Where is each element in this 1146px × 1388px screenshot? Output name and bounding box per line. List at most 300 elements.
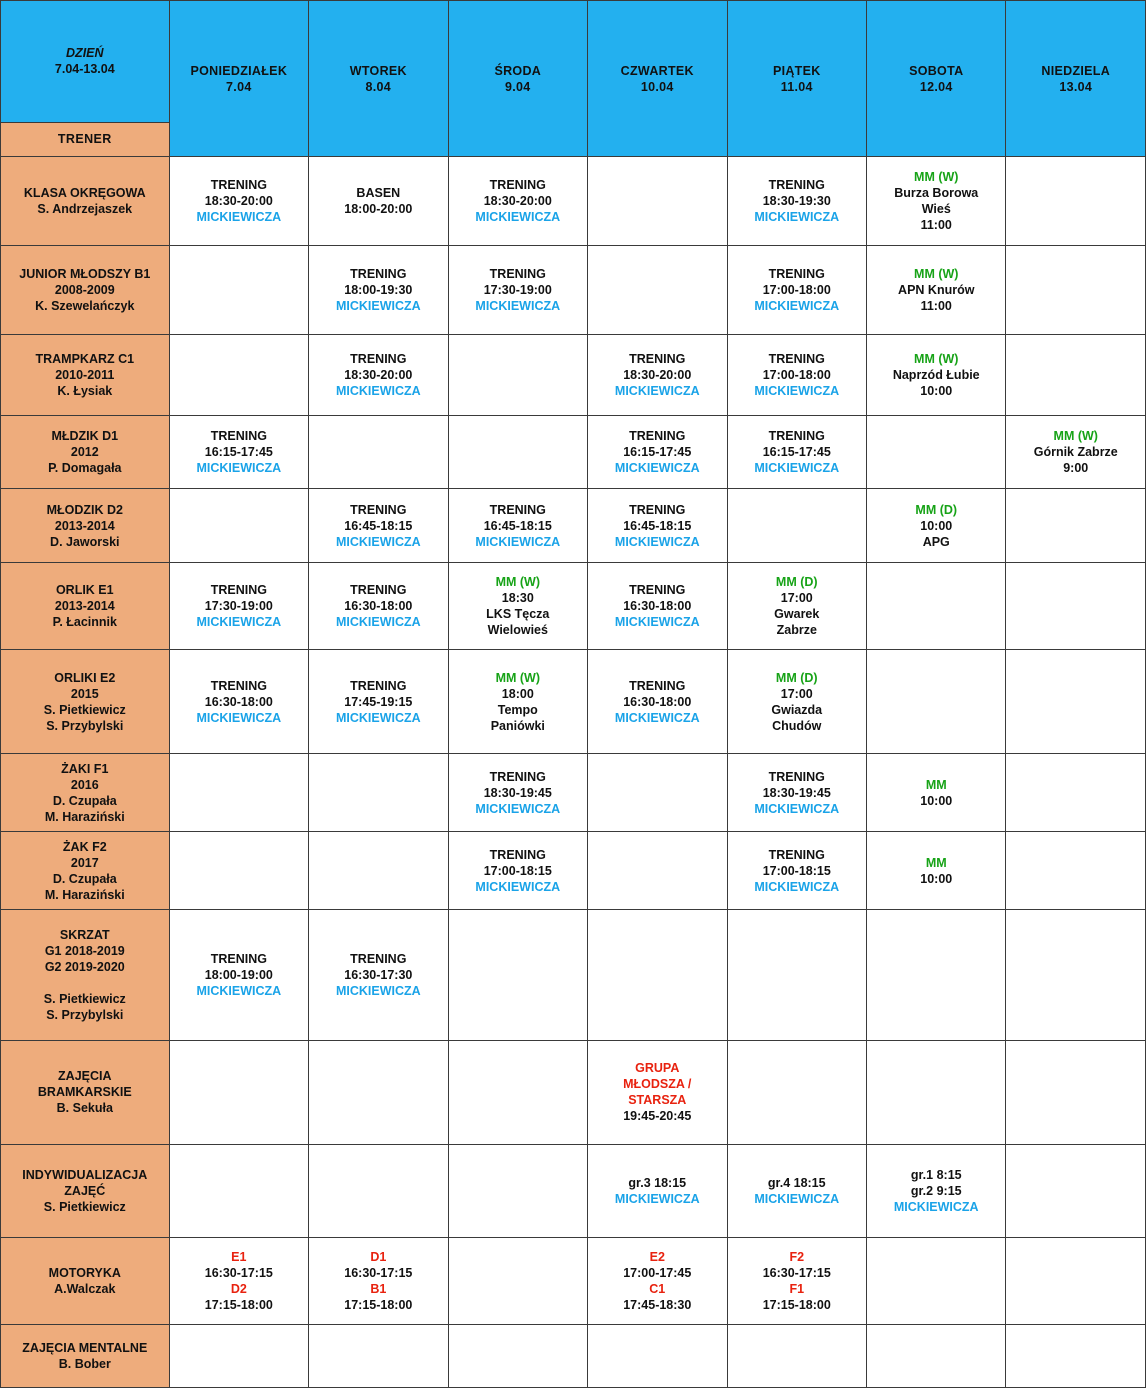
cell-line: 11:00 xyxy=(920,299,952,314)
team-line: K. Szewelańczyk xyxy=(35,299,135,314)
cell-line: GRUPA xyxy=(635,1061,680,1076)
schedule-cell[interactable] xyxy=(448,910,587,1040)
schedule-cell[interactable] xyxy=(727,910,866,1040)
team-line: MOTORYKA xyxy=(48,1266,121,1281)
team-line: 2015 xyxy=(70,686,99,701)
schedule-cell[interactable] xyxy=(867,832,1006,910)
schedule-cell[interactable] xyxy=(169,157,308,246)
cell-line: TRENING xyxy=(489,769,546,784)
header-trener-label: TRENER xyxy=(1,122,170,157)
cell-line: TRENING xyxy=(350,351,407,366)
schedule-cell[interactable] xyxy=(169,489,308,563)
team-line: ŻAK F2 xyxy=(62,839,107,854)
cell-line: MICKIEWICZA xyxy=(335,383,421,398)
header-day-6 xyxy=(867,1,1006,157)
schedule-cell[interactable] xyxy=(448,754,587,832)
schedule-cell[interactable] xyxy=(727,157,866,246)
team-cell xyxy=(1,563,170,650)
schedule-cell[interactable] xyxy=(309,832,448,910)
schedule-cell[interactable] xyxy=(727,335,866,415)
cell-line: 16:30-17:15 xyxy=(344,1266,413,1281)
cell-line: MICKIEWICZA xyxy=(335,299,421,314)
schedule-cell[interactable] xyxy=(588,1144,727,1237)
cell-line: TRENING xyxy=(210,178,267,193)
team-line: B. Bober xyxy=(58,1356,111,1371)
schedule-cell[interactable] xyxy=(867,1040,1006,1144)
team-line: G1 2018-2019 xyxy=(44,944,125,959)
team-line: TRAMPKARZ C1 xyxy=(35,351,135,366)
team-cell xyxy=(1,246,170,335)
cell-line: TRENING xyxy=(350,502,407,517)
cell-line: 17:00-17:45 xyxy=(623,1266,692,1281)
cell-line: 17:15-18:00 xyxy=(204,1298,273,1313)
schedule-cell[interactable] xyxy=(588,1040,727,1144)
cell-line: 16:45-18:15 xyxy=(483,518,552,533)
cell-line: MICKIEWICZA xyxy=(335,710,421,725)
cell-line: TRENING xyxy=(210,678,267,693)
schedule-cell[interactable] xyxy=(1006,489,1146,563)
cell-line: 17:30-19:00 xyxy=(204,599,273,614)
schedule-cell[interactable] xyxy=(448,649,587,753)
team-cell xyxy=(1,649,170,753)
cell-line: MM xyxy=(925,777,947,792)
schedule-cell[interactable] xyxy=(448,415,587,489)
team-line: 2017 xyxy=(70,855,99,870)
schedule-cell[interactable] xyxy=(588,157,727,246)
schedule-cell[interactable] xyxy=(1006,832,1146,910)
schedule-cell[interactable] xyxy=(309,1324,448,1387)
team-cell xyxy=(1,335,170,415)
cell-line: MICKIEWICZA xyxy=(335,984,421,999)
schedule-cell[interactable] xyxy=(448,157,587,246)
cell-line: 11:00 xyxy=(920,218,952,233)
schedule-cell[interactable] xyxy=(169,1238,308,1325)
team-line: 2013-2014 xyxy=(54,599,115,614)
cell-line: MICKIEWICZA xyxy=(335,534,421,549)
cell-line: TRENING xyxy=(489,178,546,193)
cell-line: 18:30-20:00 xyxy=(344,367,413,382)
cell-line: gr.2 9:15 xyxy=(910,1183,962,1198)
team-line: ZAJĘCIA xyxy=(58,1069,112,1084)
team-cell xyxy=(1,1324,170,1387)
schedule-cell[interactable] xyxy=(727,649,866,753)
cell-line: TRENING xyxy=(768,267,825,282)
cell-line: MICKIEWICZA xyxy=(614,615,700,630)
cell-line: MICKIEWICZA xyxy=(614,710,700,725)
cell-line: 17:00 xyxy=(780,591,813,606)
cell-line: MICKIEWICZA xyxy=(614,534,700,549)
schedule-cell[interactable] xyxy=(1006,157,1146,246)
cell-line: MM (W) xyxy=(914,170,959,185)
cell-line: TRENING xyxy=(489,502,546,517)
schedule-cell[interactable] xyxy=(309,910,448,1040)
team-line: 2013-2014 xyxy=(54,518,115,533)
schedule-cell[interactable] xyxy=(169,754,308,832)
table-row xyxy=(1,1144,1146,1237)
cell-line: Tempo xyxy=(497,702,538,717)
cell-line: MICKIEWICZA xyxy=(196,615,282,630)
cell-line: MM xyxy=(925,855,947,870)
cell-line: Górnik Zabrze xyxy=(1033,444,1118,459)
header-row-days xyxy=(1,1,1146,123)
team-cell xyxy=(1,832,170,910)
header-day-date: 12.04 xyxy=(919,79,953,94)
schedule-cell[interactable] xyxy=(588,910,727,1040)
cell-line: 17:00-18:00 xyxy=(762,367,831,382)
cell-line: F2 xyxy=(789,1250,805,1265)
schedule-cell[interactable] xyxy=(867,754,1006,832)
table-row xyxy=(1,489,1146,563)
cell-line: TRENING xyxy=(210,428,267,443)
cell-line: 16:15-17:45 xyxy=(623,444,692,459)
schedule-cell[interactable] xyxy=(1006,910,1146,1040)
cell-line: MM (W) xyxy=(914,351,959,366)
cell-line: TRENING xyxy=(629,351,686,366)
schedule-cell[interactable] xyxy=(309,246,448,335)
cell-line: 18:30-19:45 xyxy=(483,785,552,800)
cell-line: D2 xyxy=(230,1282,247,1297)
table-row xyxy=(1,1324,1146,1387)
cell-line: TRENING xyxy=(768,351,825,366)
header-day-name: PONIEDZIAŁEK xyxy=(190,63,288,78)
cell-line: MICKIEWICZA xyxy=(754,460,840,475)
team-line: A.Walczak xyxy=(54,1282,116,1297)
header-day-date: 13.04 xyxy=(1059,79,1093,94)
team-cell xyxy=(1,1144,170,1237)
cell-line: MICKIEWICZA xyxy=(196,710,282,725)
cell-line: 10:00 xyxy=(920,518,953,533)
header-day-date: 8.04 xyxy=(365,79,392,94)
schedule-cell[interactable] xyxy=(588,489,727,563)
cell-line: BASEN xyxy=(356,186,401,201)
cell-line: MM (W) xyxy=(495,670,540,685)
cell-line: APN Knurów xyxy=(898,283,975,298)
header-dzien-range: 7.04-13.04 xyxy=(54,62,115,77)
cell-line: TRENING xyxy=(768,769,825,784)
cell-line: 18:30-20:00 xyxy=(483,194,552,209)
schedule-cell[interactable] xyxy=(169,563,308,650)
header-day-5 xyxy=(727,1,866,157)
schedule-cell[interactable] xyxy=(588,563,727,650)
team-line: M. Haraziński xyxy=(44,887,125,902)
cell-line: 16:30-17:15 xyxy=(204,1266,273,1281)
cell-line: Naprzód Łubie xyxy=(892,367,980,382)
cell-line: D1 xyxy=(370,1250,387,1265)
team-cell xyxy=(1,489,170,563)
cell-line: E2 xyxy=(649,1250,665,1265)
cell-line: 16:15-17:45 xyxy=(762,444,831,459)
schedule-cell[interactable] xyxy=(169,1040,308,1144)
schedule-cell[interactable] xyxy=(1006,415,1146,489)
cell-line: TRENING xyxy=(350,267,407,282)
cell-line: 17:15-18:00 xyxy=(762,1298,831,1313)
team-line: B. Sekuła xyxy=(56,1101,113,1116)
cell-line: Wieś xyxy=(921,202,951,217)
cell-line: MICKIEWICZA xyxy=(475,801,561,816)
team-line: ZAJĘCIA MENTALNE xyxy=(22,1340,148,1355)
team-line: K. Łysiak xyxy=(57,383,113,398)
team-line: ŻAKI F1 xyxy=(61,761,109,776)
header-day-date: 7.04 xyxy=(226,79,252,94)
team-line: ZAJĘĆ xyxy=(64,1183,106,1198)
schedule-cell[interactable] xyxy=(448,1040,587,1144)
schedule-cell[interactable] xyxy=(1006,754,1146,832)
schedule-cell[interactable] xyxy=(309,1144,448,1237)
schedule-cell[interactable] xyxy=(867,910,1006,1040)
schedule-cell[interactable] xyxy=(588,832,727,910)
cell-line: 10:00 xyxy=(920,383,953,398)
header-day-name: NIEDZIELA xyxy=(1041,63,1111,78)
cell-line: MICKIEWICZA xyxy=(196,984,282,999)
schedule-cell[interactable] xyxy=(867,246,1006,335)
header-day-date: 11.04 xyxy=(780,79,813,94)
cell-line: Chudów xyxy=(772,718,822,733)
team-line: KLASA OKRĘGOWA xyxy=(23,186,146,201)
cell-line: 17:00-18:15 xyxy=(483,863,552,878)
cell-line: Gwarek xyxy=(774,607,820,622)
cell-line: 18:00 xyxy=(501,686,534,701)
cell-line: MICKIEWICZA xyxy=(754,299,840,314)
cell-line: MICKIEWICZA xyxy=(754,383,840,398)
schedule-cell[interactable] xyxy=(309,489,448,563)
schedule-cell[interactable] xyxy=(448,246,587,335)
team-line: ORLIKI E2 xyxy=(54,670,116,685)
header-day-2 xyxy=(309,1,448,157)
cell-line: MICKIEWICZA xyxy=(475,299,561,314)
schedule-cell[interactable] xyxy=(1006,1238,1146,1325)
schedule-cell[interactable] xyxy=(1006,649,1146,753)
schedule-cell[interactable] xyxy=(169,415,308,489)
schedule-cell[interactable] xyxy=(169,1324,308,1387)
cell-line: Burza Borowa xyxy=(894,186,979,201)
cell-line: LKS Tęcza xyxy=(486,607,550,622)
schedule-cell[interactable] xyxy=(727,415,866,489)
schedule-cell[interactable] xyxy=(309,415,448,489)
cell-line: MICKIEWICZA xyxy=(893,1199,979,1214)
cell-line: 10:00 xyxy=(920,793,953,808)
team-line: S. Pietkiewicz xyxy=(43,702,126,717)
cell-line: 16:30-18:00 xyxy=(204,694,273,709)
cell-line: APG xyxy=(922,534,950,549)
team-cell xyxy=(1,157,170,246)
schedule-cell[interactable] xyxy=(867,1324,1006,1387)
team-cell xyxy=(1,1040,170,1144)
schedule-cell[interactable] xyxy=(448,489,587,563)
schedule-cell[interactable] xyxy=(588,415,727,489)
cell-line: 17:45-18:30 xyxy=(623,1298,692,1313)
team-cell xyxy=(1,754,170,832)
schedule-cell[interactable] xyxy=(448,1238,587,1325)
team-line: S. Andrzejaszek xyxy=(37,202,133,217)
schedule-cell[interactable] xyxy=(727,489,866,563)
cell-line: MICKIEWICZA xyxy=(754,879,840,894)
schedule-cell[interactable] xyxy=(1006,1324,1146,1387)
cell-line: TRENING xyxy=(629,502,686,517)
cell-line: MICKIEWICZA xyxy=(614,460,700,475)
cell-line: E1 xyxy=(231,1250,247,1265)
table-row xyxy=(1,157,1146,246)
schedule-cell[interactable] xyxy=(169,910,308,1040)
schedule-cell[interactable] xyxy=(588,1324,727,1387)
team-line: S. Pietkiewicz xyxy=(43,992,126,1007)
cell-line: MM (W) xyxy=(914,267,959,282)
schedule-cell[interactable] xyxy=(727,563,866,650)
schedule-cell[interactable] xyxy=(727,1040,866,1144)
schedule-cell[interactable] xyxy=(169,1144,308,1237)
cell-line: STARSZA xyxy=(628,1093,687,1108)
schedule-cell[interactable] xyxy=(867,335,1006,415)
schedule-cell[interactable] xyxy=(867,415,1006,489)
table-row xyxy=(1,649,1146,753)
schedule-cell[interactable] xyxy=(867,649,1006,753)
cell-line: MICKIEWICZA xyxy=(614,1191,700,1206)
cell-line: B1 xyxy=(370,1282,387,1297)
schedule-cell[interactable] xyxy=(448,832,587,910)
schedule-cell[interactable] xyxy=(309,754,448,832)
cell-line: 18:00-19:30 xyxy=(344,283,413,298)
schedule-cell[interactable] xyxy=(588,649,727,753)
schedule-cell[interactable] xyxy=(727,754,866,832)
cell-line: TRENING xyxy=(629,678,686,693)
cell-line: Gwiazda xyxy=(771,702,823,717)
cell-line: 16:30-18:00 xyxy=(344,599,413,614)
schedule-cell[interactable] xyxy=(1006,246,1146,335)
schedule-cell[interactable] xyxy=(727,1238,866,1325)
schedule-cell[interactable] xyxy=(448,335,587,415)
schedule-cell[interactable] xyxy=(169,832,308,910)
cell-line: F1 xyxy=(789,1282,805,1297)
schedule-cell[interactable] xyxy=(309,563,448,650)
cell-line: 18:30-20:00 xyxy=(623,367,692,382)
cell-line: 18:30-19:30 xyxy=(762,194,831,209)
cell-line: 18:30-20:00 xyxy=(204,194,273,209)
cell-line: MICKIEWICZA xyxy=(196,460,282,475)
cell-line: 10:00 xyxy=(920,871,953,886)
team-line: 2010-2011 xyxy=(55,367,115,382)
schedule-cell[interactable] xyxy=(1006,1040,1146,1144)
cell-line: 17:15-18:00 xyxy=(344,1298,413,1313)
team-line: P. Łacinnik xyxy=(52,615,117,630)
header-day-name: CZWARTEK xyxy=(620,63,694,78)
schedule-cell[interactable] xyxy=(169,335,308,415)
table-row xyxy=(1,415,1146,489)
schedule-cell[interactable] xyxy=(309,1238,448,1325)
team-line: D. Czupała xyxy=(52,793,117,808)
schedule-cell[interactable] xyxy=(727,1324,866,1387)
cell-line: MICKIEWICZA xyxy=(754,1191,840,1206)
team-line: D. Jaworski xyxy=(50,534,120,549)
header-day-date: 9.04 xyxy=(505,79,531,94)
schedule-cell[interactable] xyxy=(309,1040,448,1144)
cell-line: TRENING xyxy=(768,178,825,193)
team-line: S. Przybylski xyxy=(46,718,124,733)
cell-line: 16:30-18:00 xyxy=(623,694,692,709)
team-line: 2016 xyxy=(70,777,99,792)
team-line: MŁODZIK D2 xyxy=(46,502,123,517)
cell-line: MM (W) xyxy=(1053,428,1098,443)
cell-line: 16:45-18:15 xyxy=(344,518,413,533)
header-day-name: WTOREK xyxy=(349,63,407,78)
cell-line: MICKIEWICZA xyxy=(614,383,700,398)
schedule-cell[interactable] xyxy=(309,335,448,415)
schedule-cell[interactable] xyxy=(169,246,308,335)
schedule-cell[interactable] xyxy=(309,157,448,246)
cell-line: MM (D) xyxy=(775,575,818,590)
table-row xyxy=(1,832,1146,910)
header-day-3 xyxy=(448,1,587,157)
schedule-cell[interactable] xyxy=(309,649,448,753)
cell-line: TRENING xyxy=(489,847,546,862)
team-cell xyxy=(1,415,170,489)
cell-line: 18:30 xyxy=(501,591,534,606)
cell-line: MM (D) xyxy=(915,502,958,517)
schedule-cell[interactable] xyxy=(867,489,1006,563)
team-line: BRAMKARSKIE xyxy=(37,1085,132,1100)
team-line: S. Przybylski xyxy=(46,1008,124,1023)
cell-line: 16:30-18:00 xyxy=(623,599,692,614)
schedule-cell[interactable] xyxy=(448,1324,587,1387)
cell-line: Zabrze xyxy=(776,623,817,638)
cell-line: 17:30-19:00 xyxy=(483,283,552,298)
schedule-cell[interactable] xyxy=(867,563,1006,650)
team-line: JUNIOR MŁODSZY B1 xyxy=(19,267,151,282)
cell-line: TRENING xyxy=(629,428,686,443)
schedule-cell[interactable] xyxy=(867,1238,1006,1325)
header-day-name: PIĄTEK xyxy=(772,63,821,78)
schedule-cell[interactable] xyxy=(1006,335,1146,415)
schedule-cell[interactable] xyxy=(169,649,308,753)
cell-line: 17:00-18:15 xyxy=(762,863,831,878)
team-line: 2012 xyxy=(70,444,99,459)
schedule-cell[interactable] xyxy=(588,1238,727,1325)
header-day-name: ŚRODA xyxy=(494,63,542,78)
cell-line: MICKIEWICZA xyxy=(754,210,840,225)
schedule-cell[interactable] xyxy=(867,157,1006,246)
cell-line: gr.4 18:15 xyxy=(767,1175,826,1190)
cell-line: 9:00 xyxy=(1063,460,1089,475)
header-day-date: 10.04 xyxy=(640,79,674,94)
schedule-cell[interactable] xyxy=(588,246,727,335)
team-line: S. Pietkiewicz xyxy=(43,1199,126,1214)
schedule-cell[interactable] xyxy=(588,335,727,415)
table-row xyxy=(1,246,1146,335)
cell-line: TRENING xyxy=(350,952,407,967)
schedule-cell[interactable] xyxy=(867,1144,1006,1237)
header-day-name: SOBOTA xyxy=(909,63,964,78)
cell-line: 18:00-19:00 xyxy=(204,968,273,983)
team-line: M. Haraziński xyxy=(44,809,125,824)
table-row xyxy=(1,563,1146,650)
schedule-cell[interactable] xyxy=(727,1144,866,1237)
team-line: INDYWIDUALIZACJA xyxy=(22,1167,148,1182)
cell-line: MICKIEWICZA xyxy=(335,615,421,630)
cell-line: Paniówki xyxy=(490,718,545,733)
cell-line: 17:00-18:00 xyxy=(762,283,831,298)
team-spacer xyxy=(4,975,166,991)
team-line: SKRZAT xyxy=(59,928,110,943)
schedule-cell[interactable] xyxy=(1006,563,1146,650)
schedule-cell[interactable] xyxy=(448,1144,587,1237)
schedule-cell[interactable] xyxy=(448,563,587,650)
team-line: MŁDZIK D1 xyxy=(51,428,119,443)
cell-line: 16:30-17:15 xyxy=(762,1266,831,1281)
schedule-cell[interactable] xyxy=(727,246,866,335)
schedule-cell[interactable] xyxy=(588,754,727,832)
schedule-cell[interactable] xyxy=(727,832,866,910)
cell-line: TRENING xyxy=(768,847,825,862)
schedule-cell[interactable] xyxy=(1006,1144,1146,1237)
cell-line: MŁODSZA / xyxy=(623,1077,692,1092)
